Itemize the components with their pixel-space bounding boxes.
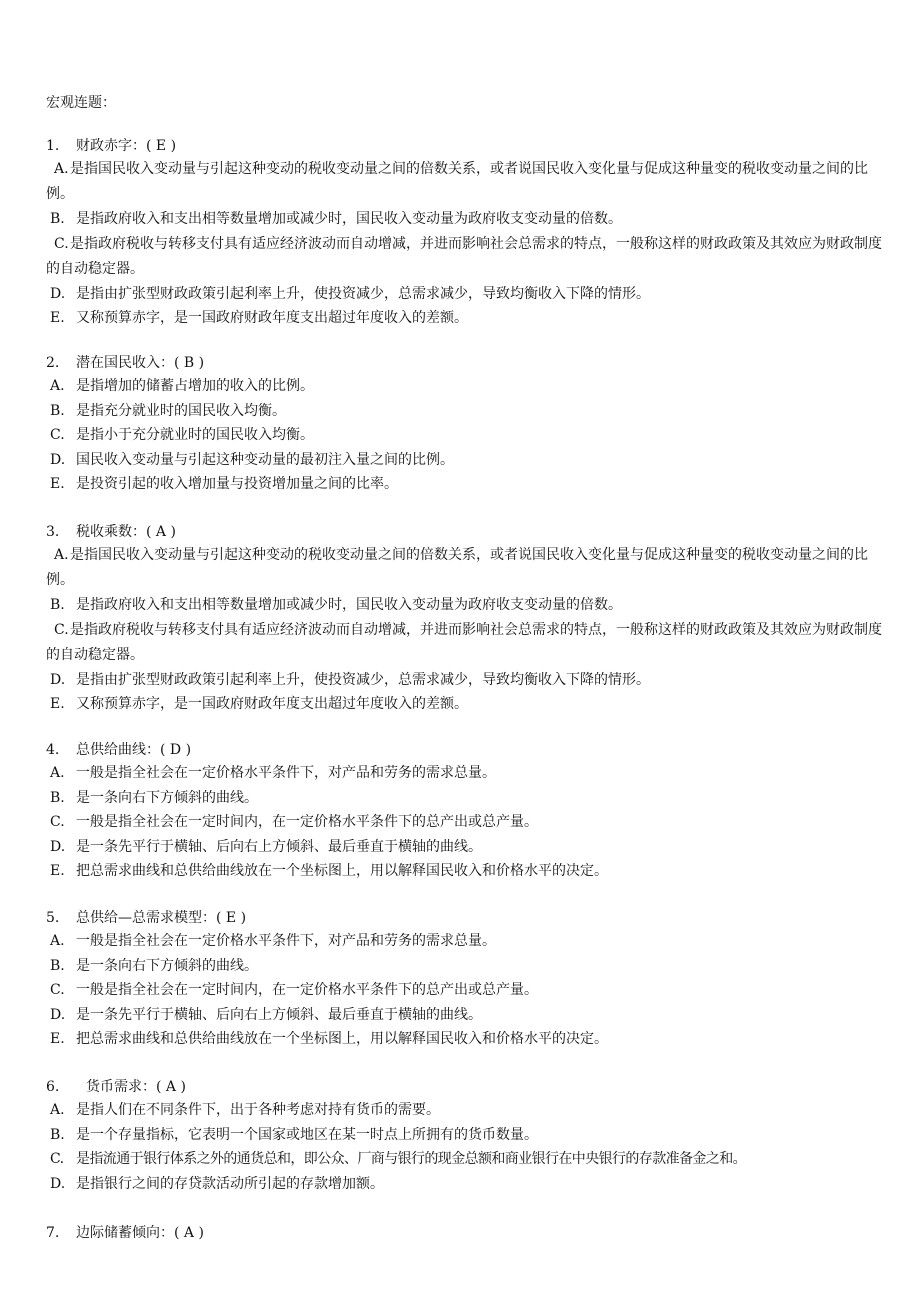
option-d: [50, 448, 886, 473]
question-text: 货币需求：( A ): [86, 1079, 186, 1095]
option-text: 是一条向右下方倾斜的曲线。: [76, 957, 258, 974]
option-c: [46, 232, 886, 282]
question-stem: [46, 1224, 886, 1242]
option-label: A.: [50, 933, 65, 949]
option-text: 是指流通于银行体系之外的通货总和，即公众、厂商与银行的现金总额和商业银行在中央银行的存款准备金之和。: [76, 1151, 746, 1167]
option-text: 是一条先平行于横轴、后向右上方倾斜、最后垂直于横轴的曲线。: [76, 1006, 482, 1023]
option-text: 把总需求曲线和总供给曲线放在一个坐标图上，用以解释国民收入和价格水平的决定。: [76, 1031, 608, 1047]
question-number: 4.: [46, 742, 60, 758]
option-label: A.: [50, 378, 65, 394]
option-label: D.: [50, 285, 66, 302]
option-text: 是指人们在不同条件下，出于各种考虑对持有货币的需要。: [76, 1102, 440, 1118]
question-text: 潜在国民收入：( B ): [76, 355, 205, 371]
question-text: 边际储蓄倾向：( A ): [76, 1225, 204, 1241]
question-stem: [46, 523, 886, 541]
option-text: 是一个存量指标，它表明一个国家或地区在某一时点上所拥有的货币数量。: [76, 1126, 538, 1143]
option-a: [50, 929, 886, 954]
option-label: D.: [50, 451, 66, 468]
option-a: [46, 157, 886, 207]
option-d: [50, 1172, 886, 1197]
option-e: [50, 472, 886, 497]
question-stem: [46, 909, 886, 927]
option-text: 一般是指全社会在一定时间内，在一定价格水平条件下的总产出或总产量。: [76, 814, 538, 830]
option-e: [50, 692, 886, 717]
option-text: 是指政府收入和支出相等数量增加或减少时，国民收入变动量为政府收支变动量的倍数。: [76, 211, 622, 227]
option-label: B.: [50, 789, 65, 806]
option-label: C.: [50, 814, 65, 830]
question-7: [46, 1224, 886, 1242]
option-label: E.: [50, 696, 65, 712]
option-text: 国民收入变动量与引起这种变动量的最初注入量之间的比例。: [76, 451, 454, 468]
option-label: B.: [50, 957, 65, 974]
option-text: 是指国民收入变动量与引起这种变动的税收变动量之间的倍数关系，或者说国民收入变化量与促成这种量变的税收变动量之间的比例。: [46, 161, 868, 202]
option-text: 一般是指全社会在一定价格水平条件下，对产品和劳务的需求总量。: [76, 933, 496, 949]
option-label: D.: [50, 671, 66, 688]
question-number: 7.: [46, 1225, 60, 1241]
option-label: B.: [50, 211, 65, 227]
option-text: 是指小于充分就业时的国民收入均衡。: [76, 427, 314, 443]
option-c: [50, 978, 886, 1003]
option-d: [50, 668, 886, 693]
question-text: 财政赤字：( E ): [76, 138, 177, 154]
option-text: 把总需求曲线和总供给曲线放在一个坐标图上，用以解释国民收入和价格水平的决定。: [76, 863, 608, 879]
option-text: 是指由扩张型财政政策引起利率上升，使投资减少，总需求减少，导致均衡收入下降的情形。: [76, 285, 650, 302]
option-text: 是投资引起的收入增加量与投资增加量之间的比率。: [76, 476, 398, 492]
option-a: [46, 543, 886, 593]
option-text: 是指政府税收与转移支付具有适应经济波动而自动增减，并进而影响社会总需求的特点，一般称这样的财政政策及其效应为财政制度的自动稳定器。: [46, 235, 882, 277]
option-label: D.: [50, 838, 66, 855]
question-4: [46, 741, 886, 884]
option-d: [50, 835, 886, 860]
question-2: [46, 354, 886, 497]
question-1: [46, 137, 886, 331]
option-label: E.: [50, 310, 65, 326]
option-d: [50, 282, 886, 307]
option-text: 是指银行之间的存贷款活动所引起的存款增加额。: [76, 1175, 384, 1192]
option-label: C.: [50, 982, 65, 998]
question-number: 5.: [46, 910, 60, 926]
option-text: 一般是指全社会在一定时间内，在一定价格水平条件下的总产出或总产量。: [76, 982, 538, 998]
question-text: 总供给—总需求模型：( E ): [76, 910, 247, 926]
question-number: 1.: [46, 138, 60, 154]
option-label: B.: [50, 1126, 65, 1143]
option-c: [46, 618, 886, 668]
option-text: 是指由扩张型财政政策引起利率上升，使投资减少，总需求减少，导致均衡收入下降的情形。: [76, 671, 650, 688]
option-e: [50, 859, 886, 884]
option-text: 是指国民收入变动量与引起这种变动的税收变动量之间的倍数关系，或者说国民收入变化量与促成这种量变的税收变动量之间的比例。: [46, 547, 868, 588]
question-stem: [46, 354, 886, 372]
option-text: 一般是指全社会在一定价格水平条件下，对产品和劳务的需求总量。: [76, 765, 496, 781]
option-text: 又称预算赤字，是一国政府财政年度支出超过年度收入的差额。: [76, 696, 468, 712]
option-text: 是指政府收入和支出相等数量增加或减少时，国民收入变动量为政府收支变动量的倍数。: [76, 597, 622, 613]
option-label: C.: [50, 1151, 64, 1167]
option-c: [50, 423, 886, 448]
option-label: B.: [50, 597, 65, 613]
option-c: [50, 1147, 886, 1172]
option-label: E.: [50, 476, 65, 492]
option-label: A.: [54, 161, 69, 177]
option-a: [50, 374, 886, 399]
option-label: A.: [54, 547, 69, 563]
option-label: C.: [50, 427, 65, 443]
option-label: E.: [50, 863, 65, 879]
option-text: 是指充分就业时的国民收入均衡。: [76, 402, 286, 419]
option-label: C.: [54, 621, 69, 638]
question-number: 2.: [46, 355, 60, 371]
question-3: [46, 523, 886, 717]
option-e: [50, 1027, 886, 1052]
question-text: 税收乘数：( A ): [76, 524, 176, 540]
question-5: [46, 909, 886, 1052]
option-text: 又称预算赤字，是一国政府财政年度支出超过年度收入的差额。: [76, 310, 468, 326]
question-stem: [46, 741, 886, 759]
option-d: [50, 1003, 886, 1028]
option-label: E.: [50, 1031, 65, 1047]
option-b: [50, 954, 886, 979]
option-a: [50, 761, 886, 786]
option-label: D.: [50, 1006, 66, 1023]
option-b: [50, 207, 886, 232]
option-label: D.: [50, 1175, 66, 1192]
option-e: [50, 306, 886, 331]
option-label: B.: [50, 402, 65, 419]
option-text: 是一条先平行于横轴、后向右上方倾斜、最后垂直于横轴的曲线。: [76, 838, 482, 855]
option-text: 是指政府税收与转移支付具有适应经济波动而自动增减，并进而影响社会总需求的特点，一般称这样的财政政策及其效应为财政制度的自动稳定器。: [46, 621, 882, 663]
option-text: 是指增加的储蓄占增加的收入的比例。: [76, 378, 314, 394]
option-label: A.: [50, 765, 65, 781]
question-stem: [46, 1078, 886, 1096]
option-b: [50, 593, 886, 618]
question-text: 总供给曲线：( D ): [76, 742, 192, 758]
page-heading: 宏观连题：: [46, 95, 116, 111]
option-b: [50, 399, 886, 424]
option-a: [50, 1098, 886, 1123]
option-label: A.: [50, 1102, 65, 1118]
option-b: [50, 1123, 886, 1148]
option-text: 是一条向右下方倾斜的曲线。: [76, 789, 258, 806]
option-b: [50, 786, 886, 811]
question-stem: [46, 137, 886, 155]
question-number: 6.: [46, 1079, 60, 1095]
question-6: [46, 1078, 886, 1196]
question-number: 3.: [46, 524, 60, 540]
option-label: C.: [54, 235, 69, 252]
option-c: [50, 810, 886, 835]
